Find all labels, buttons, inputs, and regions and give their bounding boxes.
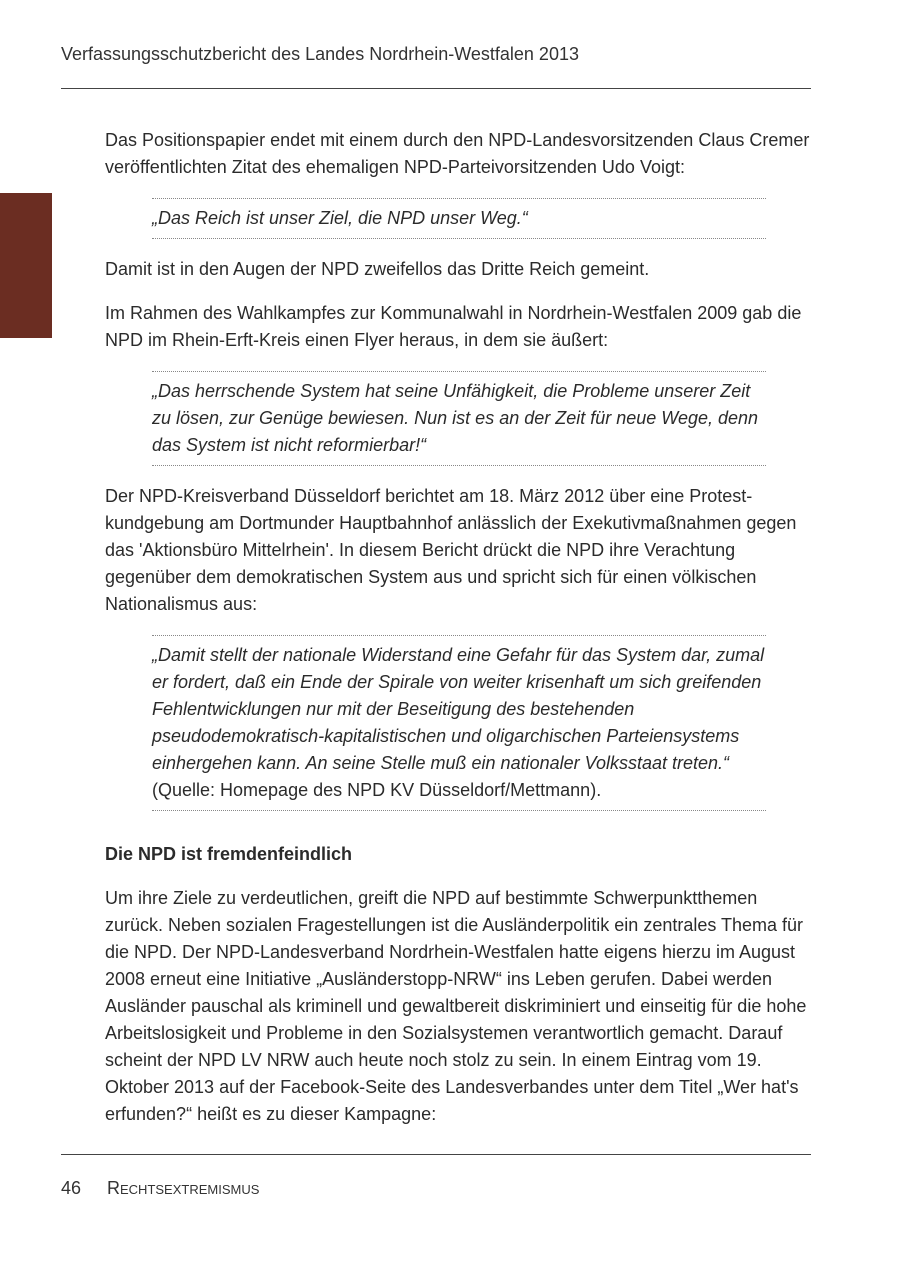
quote-2-text: „Das herrschende System hat seine Unfähigkeit, die Probleme unserer Zeit zu lösen, zur Genüge bewiesen. Nun ist es an der Zeit für neue Wege, denn das System ist nicht reformierbar!“: [152, 381, 759, 455]
running-header: Verfassungsschutzbericht des Landes Nordrhein-Westfalen 2013: [61, 44, 579, 64]
paragraph-2: Damit ist in den Augen der NPD zweifellos das Dritte Reich gemeint.: [105, 259, 650, 279]
page-body: [105, 127, 817, 1145]
paragraph-3: Im Rahmen des Wahlkampfes zur Kommunalwahl in Nordrhein-Westfalen 2009 gab die NPD im Rhein-Erft-Kreis einen Flyer heraus, in dem sie äußert:: [105, 303, 802, 350]
quote-block-2: [152, 371, 766, 466]
quote-1-text: „Das Reich ist unser Ziel, die NPD unser Weg.“: [152, 208, 528, 228]
quote-3-source: (Quelle: Homepage des NPD KV Düsseldorf/Mettmann).: [152, 780, 602, 800]
paragraph-1: Das Positionspapier endet mit einem durch den NPD-Landesvorsitzenden Claus Cremer veröffentlichten Zitat des ehemaligen NPD-Parteivorsitzenden Udo Voigt:: [105, 130, 810, 177]
page-number: 46: [61, 1178, 82, 1198]
quote-3-text: „Damit stellt der nationale Widerstand eine Gefahr für das System dar, zumal er fordert, daß ein Ende der Spirale von weiter krisenhaft um sich greifenden Fehlentwicklungen nur mit der Beseitigung des bestehenden pseudodemokratisch-kapitalistischen und oligarchischen Parteiensystems einhergehen kann. An seine Stelle muß ein nationaler Volksstaat treten.“: [152, 645, 765, 773]
footer-section-title: Rechtsextremismus: [107, 1178, 260, 1198]
quote-block-3: [152, 635, 766, 811]
chapter-tab-marker: [0, 193, 52, 338]
section-heading: Die NPD ist fremdenfeindlich: [105, 844, 353, 864]
header-rule: [61, 88, 811, 89]
quote-block-1: [152, 198, 766, 239]
footer-rule: [61, 1154, 811, 1155]
paragraph-5: Um ihre Ziele zu verdeutlichen, greift die NPD auf bestimmte Schwerpunktthemen zurück. Neben sozialen Fragestellungen ist die Ausländerpolitik ein zentrales Thema für die NPD. Der NPD-Landesverband Nordrhein-Westfalen hatte eigens hierzu im August 2008 erneut eine Initiative „Ausländerstopp-NRW“ ins Leben gerufen. Dabei werden Ausländer pauschal als kriminell und gewaltbereit diskriminiert und einseitig für die hohe Arbeitslosigkeit und Probleme in den Sozialsystemen verantwortlich gemacht. Darauf scheint der NPD LV NRW auch heute noch stolz zu sein. In einem Eintrag vom 19. Oktober 2013 auf der Facebook-Seite des Landesverbandes unter dem Titel „Wer hat's erfunden?“ heißt es zu dieser Kampagne:: [105, 888, 807, 1124]
paragraph-4: Der NPD-Kreisverband Düsseldorf berichtet am 18. März 2012 über eine Protest-kundgebung am Dortmunder Hauptbahnhof anlässlich der Exekutivmaßnahmen gegen das 'Aktionsbüro Mittelrhein'. In diesem Bericht drückt die NPD ihre Verachtung gegenüber dem demokratischen System aus und spricht sich für einen völkischen Nationalismus aus:: [105, 486, 797, 614]
